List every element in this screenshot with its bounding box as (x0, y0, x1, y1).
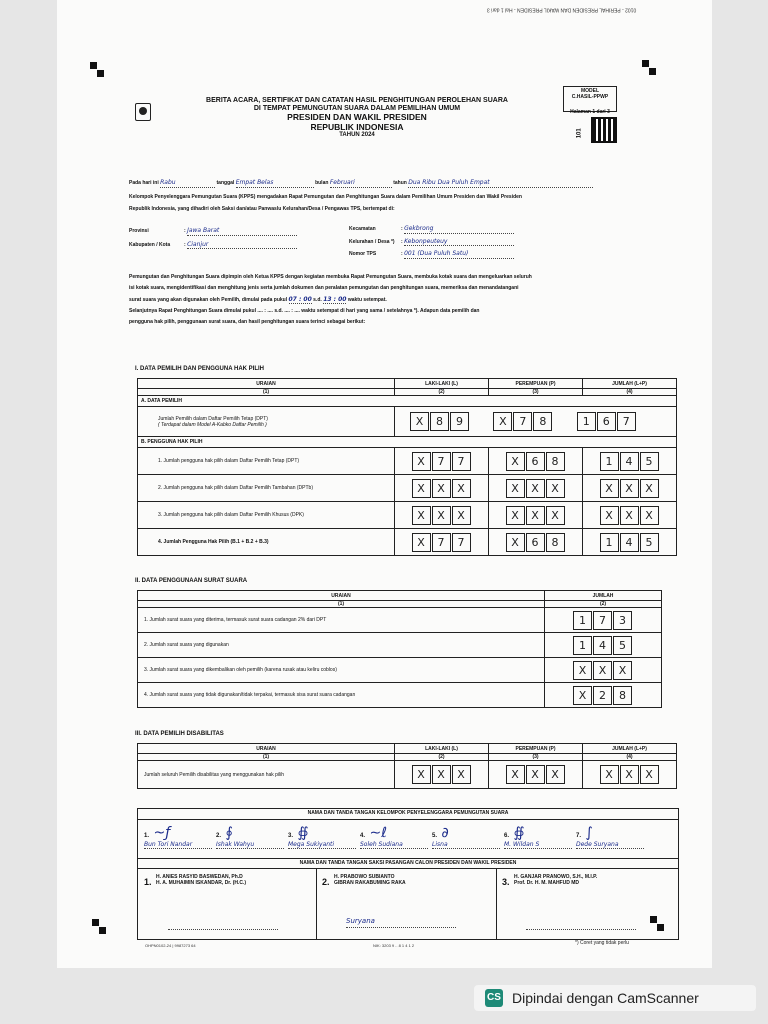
registration-mark (649, 68, 656, 75)
kpps-signatures (138, 820, 678, 859)
title-line2: DI TEMPAT PEMUNGUTAN SUARA DALAM PEMILIHAN UMUM (253, 104, 461, 112)
registration-mark (92, 919, 99, 926)
footer-code: OHPN0102-24 | 9987273 64 (145, 943, 196, 948)
saksi-cell: 3. H. GANJAR PRANOWO, S.H., M.I.P. Prof. Dr. H. M. MAHFUD MD (496, 869, 676, 939)
start-time: 07 : 00 (288, 296, 312, 303)
intro-line: Pada hari ini Rabu tanggal Empat Belas bulan Februari tahun Dua Ribu Dua Puluh Empat (129, 180, 669, 188)
camscanner-text: Dipindai dengan CamScanner (512, 990, 699, 1006)
title-line3: PRESIDEN DAN WAKIL PRESIDEN (287, 112, 427, 123)
bulan-value: Februari (330, 180, 392, 188)
kpps-signature: 2. ∮ Ishak Wahyu (216, 824, 284, 850)
provinsi-value: Jawa Barat (187, 228, 297, 236)
saksi-signature-title: NAMA DAN TANDA TANGAN SAKSI PASANGAN CALON PRESIDEN DAN WAKIL PRESIDEN (138, 859, 678, 870)
camscanner-logo-icon: CS (485, 989, 503, 1007)
title-line5: TAHUN 2024 (339, 132, 375, 139)
location-left: Provinsi : Jawa Barat Kabupaten / Kota : Cianjur (129, 228, 379, 249)
title-line1: BERITA ACARA, SERTIFIKAT DAN CATATAN HASIL PENGHITUNGAN PEROLEHAN SUARA (206, 97, 508, 104)
tanggal-value: Empat Belas (236, 180, 314, 188)
document-sheet (57, 0, 712, 968)
saksi-cell: 1. H. ANIES RASYID BASWEDAN, Ph.D H. A. MUHAIMIN ISKANDAR, Dr. (H.C.) (138, 869, 317, 939)
table-row: 3. Jumlah surat suara yang dikembalikan oleh pemilih (karena rusak atau keliru coblos) X X X (138, 658, 662, 683)
kpps-signature: 6. ∯ M. Wildan S (504, 824, 572, 850)
section3-title: III. DATA PEMILIH DISABILITAS (135, 731, 224, 737)
registration-mark (99, 927, 106, 934)
hari-value: Rabu (160, 180, 215, 188)
title-line4: REPUBLIK INDONESIA (310, 122, 404, 133)
signature-block (137, 808, 679, 940)
subsection-b: B. PENGGUNA HAK PILIH (138, 437, 677, 448)
table-row: 1. Jumlah pengguna hak pilih dalam Daftar Pemilih Tetap (DPT) X 7 7 X 6 8 1 4 5 (138, 448, 677, 475)
header-strip: 0102 - PERIHAL PRESIDEN DAN WAKIL PRESIDEN - Hal 1 dari 3 (487, 6, 637, 13)
kabupaten-value: Cianjur (187, 242, 297, 250)
tahun-value: Dua Ribu Dua Puluh Empat (408, 180, 593, 188)
page-indicator: Halaman 1 dari 3 (570, 109, 610, 115)
saksi-signatures (138, 869, 678, 939)
registration-mark (90, 62, 97, 69)
kpps-signature: 5. ∂ Lisna (432, 824, 500, 850)
end-time: 13 : 00 (323, 296, 347, 303)
kecamatan-value: Gekbrong (404, 226, 514, 234)
table-row: 4. Jumlah Pengguna Hak Pilih (B.1 + B.2 + B.3) X 7 7 X 6 8 1 4 5 (138, 529, 677, 556)
table-row: 1. Jumlah surat suara yang diterima, termasuk surat suara cadangan 2% dari DPT 1 7 3 (138, 608, 662, 633)
model-box: MODEL C.HASIL-PPWP (563, 86, 617, 112)
qr-code-icon (591, 117, 617, 143)
footer-nik: NIK: 3203 9 .. 8 1 4 1 2 (373, 943, 415, 948)
section2-table: URAIAN JUMLAH (1) (2) 1. Jumlah surat suara yang diterima, termasuk surat suara cadangan 2% dari DPT 1 7 3 2. Jumlah surat suara yang digunakan 1 4 5 3. Jumlah surat suara yang dikembalikan oleh pemilih (karena rusak atau keliru coblos) X X X 4. Jumlah surat suara yang tidak digunakan/tidak terpakai, termasuk sisa surat suara cadangan X 2 8 (137, 590, 662, 708)
table-row: 3. Jumlah pengguna hak pilih dalam Daftar Pemilih Khusus (DPK) X X X X X X X X X (138, 502, 677, 529)
subsection-a: A. DATA PEMILIH (138, 396, 677, 407)
kpps-signature: 1. ~ƒ Bun Tori Nandar (144, 824, 212, 850)
kpu-logo-icon (135, 103, 151, 121)
kpps-signature: 3. ∯ Mega Sukiyanti (288, 824, 356, 850)
form-code: 101 (576, 128, 583, 139)
kpps-signature: 4. ∼ℓ Soleh Sudiana (360, 824, 428, 850)
table-row: Jumlah Pemilih dalam Daftar Pemilih Tetap (DPT) ( Terdapat dalam Model A-Kabko Daftar Pemilih ) X 8 9 X 7 8 1 6 7 (138, 407, 677, 437)
section1-table: URAIAN LAKI-LAKI (L) PEREMPUAN (P) JUMLAH (L+P) (1) (2) (3) (4) A. DATA PEMILIH Jumlah Pemilih dalam Daftar Pemilih Tetap (DPT) ( Terdapat dalam Model A-Kabko Daftar Pemilih ) X 8 9 X 7 8 1 6 7 B. PENGGUNA HAK PILIH 1. Jumlah pengguna hak pilih dalam Daftar Pemilih Tetap (DPT) X 7 7 X 6 8 1 4 5 2. Jumlah pengguna hak pilih dalam Daftar Pemilih Tambahan (DPTb) X X X X X X X X X 3. Jumlah pengguna hak pilih dalam Daftar Pemilih Khusus (DPK) X X X X X X X X X 4. Jumlah Pengguna Hak Pilih (B.1 + B.2 + B.3) X 7 7 X 6 8 1 4 5 (137, 378, 677, 556)
registration-mark (642, 60, 649, 67)
procedure-paragraph: Pemungutan dan Penghitungan Suara dipimpin oleh Ketua KPPS dengan kegiatan membuka Rapat Pemungutan Suara, membuka kotak suara dan mengeluarkan seluruh isi kotak suara, mengidentifikasi dan menghitung jenis serta jumlah dokumen dan peralatan pemungutan dan penghitungan suara, memeriksa dan menandatangani surat suara yang akan digunakan oleh Pemilih, dimulai pada pukul 07 : 00 s.d. 13 : 00 waktu setempat. Selanjutnya Rapat Penghitungan Suara dimulai pukul .... : .... s.d. .... : .... waktu setempat di hari yang sama / setelahnya *). Adapun data pemilih dan pengguna hak pilih, penggunaan surat suara, dan hasil penghitungan suara terinci sebagai berikut: (129, 274, 532, 325)
table-row: 2. Jumlah pengguna hak pilih dalam Daftar Pemilih Tambahan (DPTb) X X X X X X X X X (138, 475, 677, 502)
kelurahan-value: Kebonpeuteuy (404, 239, 514, 247)
section1-title: I. DATA PEMILIH DAN PENGGUNA HAK PILIH (135, 366, 264, 372)
registration-mark (97, 70, 104, 77)
tps-value: 001 (Dua Puluh Satu) (404, 251, 514, 259)
table-row: Jumlah seluruh Pemilih disabilitas yang menggunakan hak pilih X X X X X X X X X (138, 761, 677, 789)
saksi-cell: 2. H. PRABOWO SUBIANTO GIBRAN RAKABUMING RAKA Suryana (316, 869, 497, 939)
kpps-signature: 7. ∫ Dede Suryana (576, 824, 644, 850)
kpps-paragraph: Kelompok Penyelenggara Pemungutan Suara (KPPS) mengadakan Rapat Pemungutan dan Penghitungan Suara dalam Pemilihan Umum Presiden dan Wakil Presiden Republik Indonesia, yang dihadiri oleh Saksi dan/atau Panwaslu Kelurahan/Desa / Pengawas TPS, bertempat di: (129, 194, 522, 212)
section3-table: URAIAN LAKI-LAKI (L) PEREMPUAN (P) JUMLAH (L+P) (1) (2) (3) (4) Jumlah seluruh Pemilih disabilitas yang menggunakan hak pilih X X X X X X X X X (137, 743, 677, 789)
location-right: Kecamatan : Gekbrong Kelurahan / Desa *) : Kebonpeuteuy Nomor TPS : 001 (Dua Puluh Satu) (349, 226, 589, 259)
section2-title: II. DATA PENGGUNAAN SURAT SUARA (135, 578, 248, 584)
kpps-signature-title: NAMA DAN TANDA TANGAN KELOMPOK PENYELENGGARA PEMUNGUTAN SUARA (138, 809, 678, 820)
footer-note: *) Coret yang tidak perlu (575, 940, 629, 946)
table-row: 4. Jumlah surat suara yang tidak digunakan/tidak terpakai, termasuk sisa surat suara cadangan X 2 8 (138, 683, 662, 708)
table-row: 2. Jumlah surat suara yang digunakan 1 4 5 (138, 633, 662, 658)
camscanner-watermark (474, 985, 756, 1011)
